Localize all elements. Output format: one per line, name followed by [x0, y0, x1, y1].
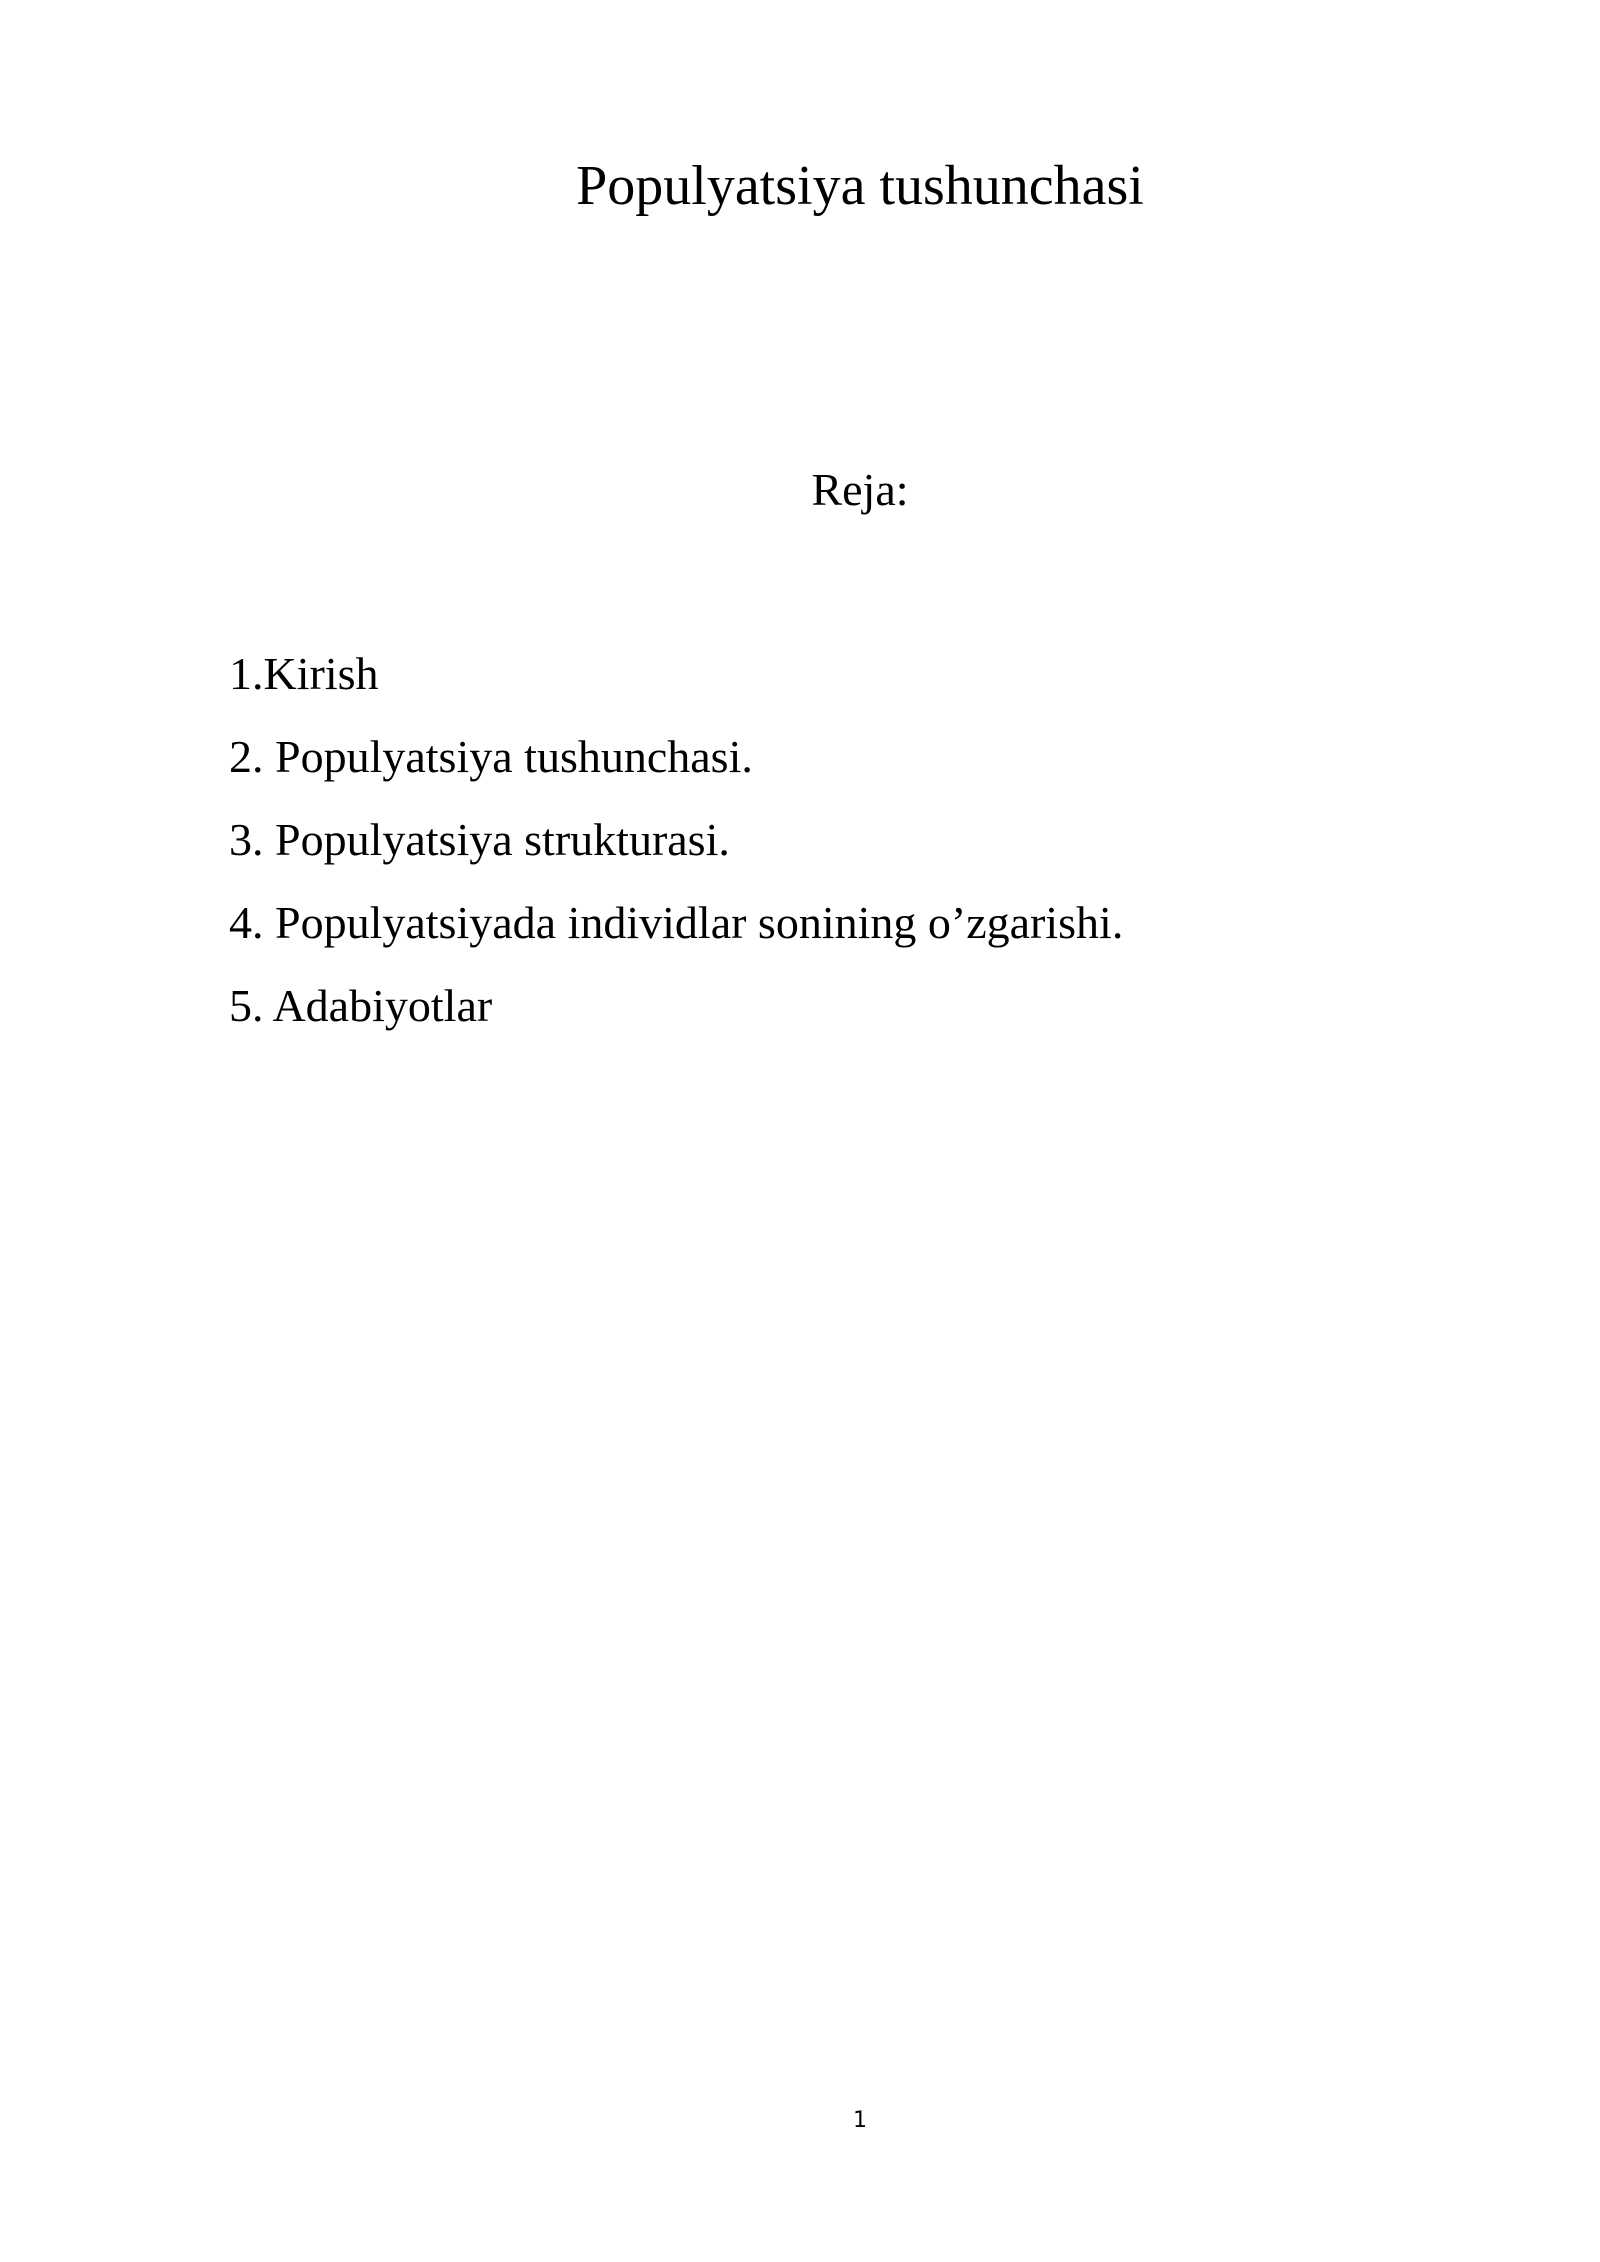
- plan-list: [229, 644, 1123, 1059]
- plan-item-literature: 5. Adabiyotlar: [229, 980, 493, 1031]
- document-title: Populyatsiya tushunchasi: [576, 155, 1144, 217]
- page-number: 1: [853, 2108, 867, 2133]
- plan-heading: Reja:: [811, 464, 909, 515]
- plan-item-population-concept: 2. Populyatsiya tushunchasi.: [229, 731, 753, 782]
- plan-item-introduction: 1.Kirish: [229, 648, 379, 699]
- plan-item-population-structure: 3. Populyatsiya strukturasi.: [229, 814, 730, 865]
- plan-item-population-change: 4. Populyatsiyada individlar sonining o’zgarishi.: [229, 897, 1124, 948]
